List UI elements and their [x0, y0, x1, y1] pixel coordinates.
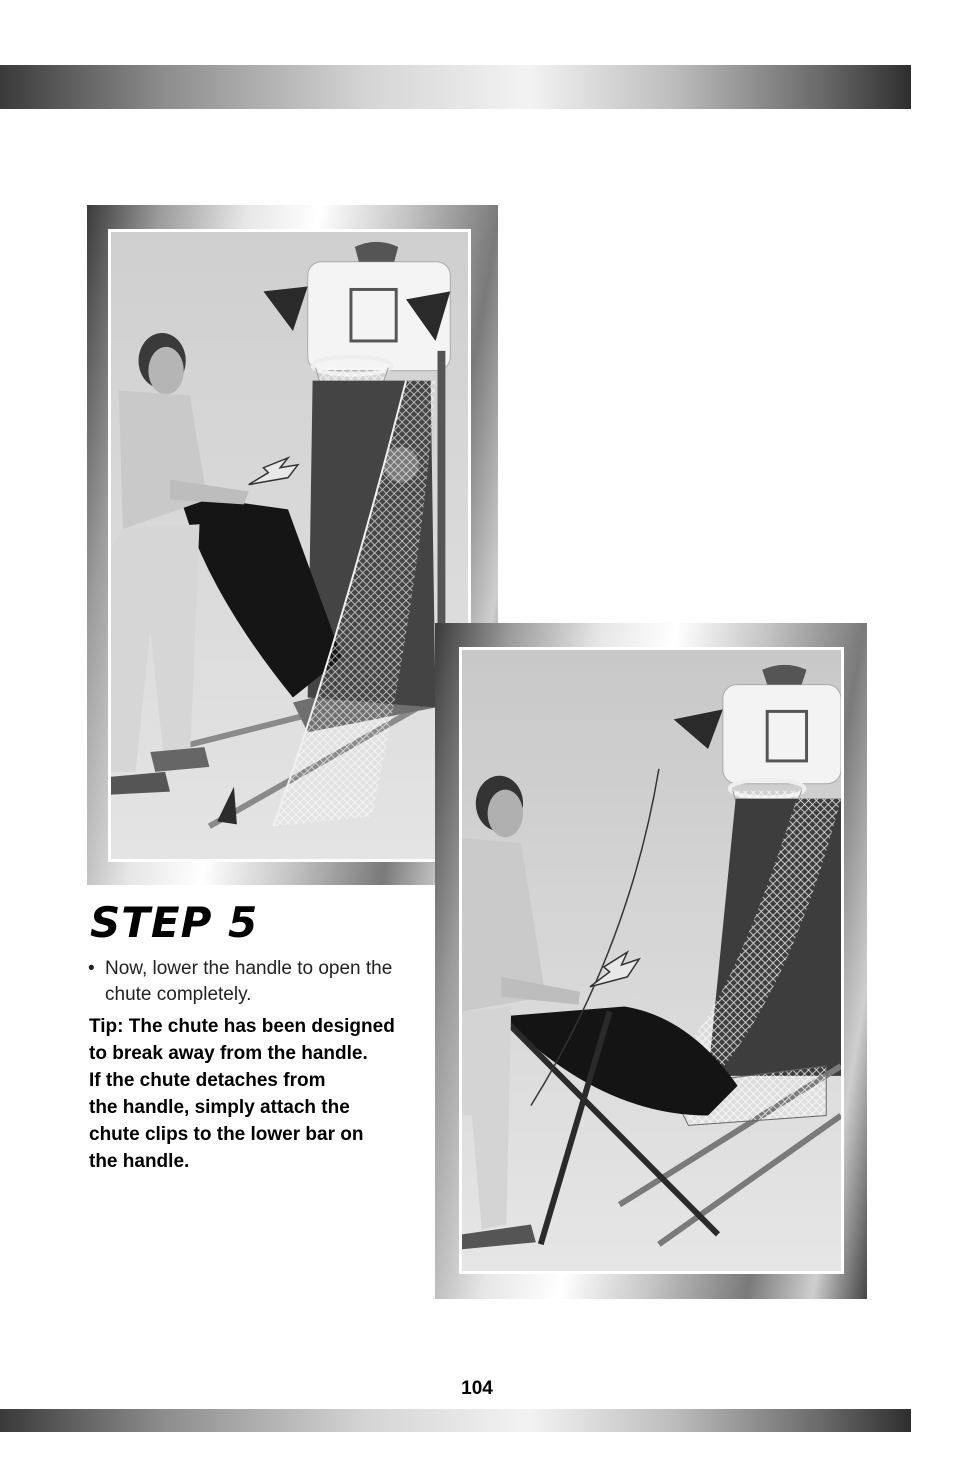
tip-line: chute clips to the lower bar on — [89, 1124, 364, 1145]
tip-line: the handle. — [89, 1151, 190, 1172]
photo-illustration — [462, 650, 841, 1271]
tip-line: If the chute detaches from — [89, 1070, 326, 1091]
photo-handle-lowered — [459, 647, 844, 1274]
instruction-text: Now, lower the handle to open the chute completely. — [105, 958, 393, 1005]
tip-text — [89, 1013, 429, 1175]
instruction-bullet — [88, 956, 418, 1008]
header-decorative-bar — [0, 65, 911, 109]
bullet-symbol: • — [88, 958, 95, 979]
step-title: STEP 5 — [90, 898, 259, 947]
photo-frame-handle-lowered — [435, 623, 867, 1299]
tip-line: Tip: The chute has been designed — [89, 1016, 395, 1037]
page-number: 104 — [461, 1378, 493, 1399]
footer-decorative-bar — [0, 1409, 911, 1432]
tip-line: to break away from the handle. — [89, 1043, 368, 1064]
photo-handle-raised — [108, 229, 471, 862]
photo-illustration — [111, 232, 468, 859]
tip-line: the handle, simply attach the — [89, 1097, 350, 1118]
